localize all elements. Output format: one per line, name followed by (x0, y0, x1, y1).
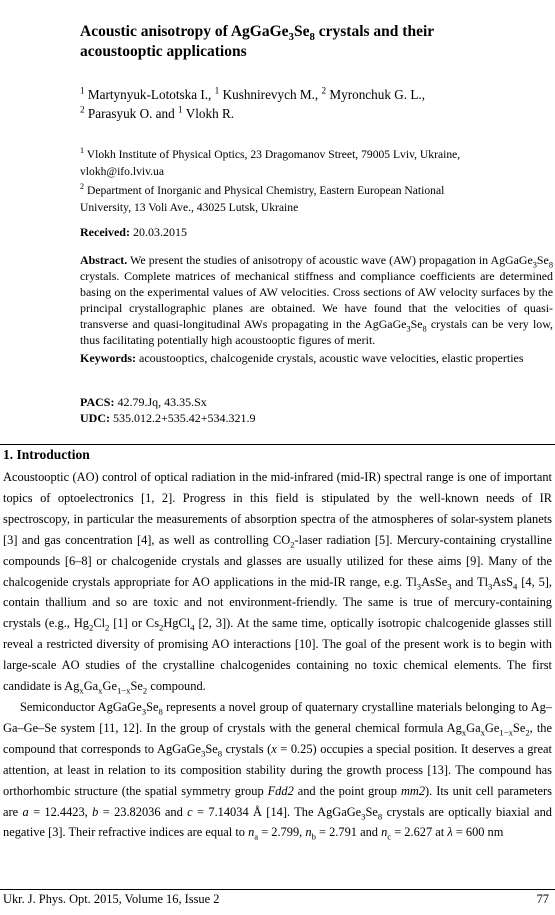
title-subscript: 3 (288, 31, 294, 44)
body-subscript: 8 (377, 810, 383, 821)
paragraph-2 (3, 697, 552, 843)
math-variable: c (187, 804, 193, 819)
body-span: represents a novel group of quaternary crystalline materials belonging to Ag–Ga–Ge–Se system [11, 12]. In the group of crystals with the general chemical formula Ag (3, 699, 553, 735)
body-subscript: 2 (142, 685, 148, 696)
body-subscript: 2 (290, 539, 295, 550)
received-date (80, 224, 540, 240)
body-subscript: 4 (513, 581, 518, 591)
body-subscript: x (480, 727, 485, 738)
body-span: = 2.791 and (315, 825, 382, 840)
body-span: Ge (102, 679, 117, 694)
body-subscript: 3 (141, 706, 147, 717)
abstract-subscript: 8 (548, 260, 553, 270)
affiliation-text: University, 13 Voli Ave., 43025 Lutsk, Ukraine (80, 201, 299, 214)
body-span: = 600 nm (452, 825, 504, 840)
abstract-label: Abstract. (80, 253, 128, 267)
abstract-subscript: 3 (406, 324, 411, 334)
body-span: = 0.25) occupies a special position. It deserves a great attention, at least in relation to its composition stability during the growth process [13]. The compound has orthorhombic structure (the spatial symmetry group (3, 741, 553, 798)
body-subscript: 8 (217, 748, 223, 759)
section-divider (0, 444, 555, 445)
body-span: AsS (492, 574, 514, 589)
section-heading: 1. Introduction (3, 447, 90, 462)
affiliation-text: Department of Inorganic and Physical Chemistry, Eastern European National (84, 184, 445, 197)
abstract-subscript: 8 (422, 324, 427, 334)
udc-value: 535.012.2+535.42+534.321.9 (110, 411, 256, 425)
author-name: Parasyuk O. and (84, 106, 179, 121)
author-name: Martynyuk-Lototska I., (84, 87, 215, 102)
body-span: [2, 3]). At the same time, optically isotropic chalcogenide glasses still reveal a restricted diversity of promising AO interactions [10]. The goal of the present work is to begin with large-scale AO studies of the crystalline chalcogenides containing no toxic chemical elements. The first candidate is Ag (3, 616, 552, 694)
body-span: = 7.14034 Å [14]. The AgGaGe (192, 804, 362, 819)
author-email-link[interactable]: vlokh@ifo.lviv.ua (80, 165, 164, 178)
pacs-value: 42.79.Jq, 43.35.Sx (114, 395, 207, 409)
received-label: Received: (80, 225, 130, 239)
title-text: acoustooptic applications (80, 43, 247, 60)
title-text: Acoustic anisotropy of AgGaGe (80, 23, 289, 40)
body-span: = 12.4423, (28, 804, 93, 819)
classification-codes (80, 394, 540, 426)
body-span: Semiconductor AgGaGe (20, 699, 142, 714)
footer-divider (0, 889, 555, 890)
body-span: and the point group (293, 783, 401, 798)
abstract-text: crystals can be very low, thus facilitating potentially high acoustooptic figures of merit. (80, 317, 553, 347)
body-subscript: 2 (159, 622, 164, 633)
body-span: Se (512, 720, 526, 735)
body-subscript: 8 (158, 706, 163, 717)
pacs-label: PACS: (80, 395, 115, 409)
title-subscript: 8 (309, 31, 315, 44)
body-subscript: x (461, 727, 467, 738)
abstract-text: We present the studies of anisotropy of acoustic wave (AW) propagation in AgGaGe (127, 253, 533, 267)
body-span: compound. (147, 679, 206, 694)
affiliation-mark: 1 (80, 85, 85, 96)
space-group: Fdd2 (267, 783, 294, 798)
math-variable: n (305, 825, 312, 840)
body-span: and Tl (451, 574, 489, 589)
body-subscript: 3 (416, 581, 422, 591)
affiliation-mark: 1 (80, 146, 85, 156)
body-subscript: 3 (201, 748, 206, 759)
math-variable: a (22, 804, 29, 819)
body-subscript: 3 (447, 581, 452, 591)
body-span: Ge (484, 720, 500, 735)
body-subscript: x (79, 685, 84, 696)
body-subscript: 4 (190, 622, 195, 633)
math-variable: n (248, 825, 255, 840)
body-span: Cl (93, 616, 106, 631)
body-span: crystals are optically biaxial and negative [3]. Their refractive indices are equal to (3, 804, 552, 840)
affiliation-text: Vlokh Institute of Physical Optics, 23 Dragomanov Street, 79005 Lviv, Ukraine, (84, 148, 461, 161)
keywords-label: Keywords: (80, 351, 136, 365)
math-subscript: c (387, 831, 392, 842)
author-list (80, 85, 520, 123)
title-text: crystals and their (314, 23, 435, 40)
point-group: mm2 (400, 783, 426, 798)
abstract-subscript: 3 (532, 260, 537, 270)
body-text (3, 467, 552, 843)
abstract (80, 252, 553, 348)
math-subscript: a (254, 831, 259, 842)
body-span: AsSe (421, 574, 448, 589)
body-span: crystals ( (222, 741, 272, 756)
math-variable: x (271, 741, 277, 756)
body-subscript: 3 (488, 581, 493, 591)
body-span: = 2.627 at (391, 825, 448, 840)
udc-label: UDC: (80, 411, 110, 425)
journal-citation: Ukr. J. Phys. Opt. 2015, Volume 16, Issue 2 (3, 892, 220, 906)
body-span: Se (365, 804, 378, 819)
received-value: 20.03.2015 (129, 225, 187, 239)
body-span: -laser radiation [5]. Mercury-containing crystalline compounds [6–8] or chalcogenide crystals and glasses are usually utilized for these aims [9]. Many of the chalcogenide crystals appropriate for AO applications in the mid-IR range, e.g. Tl (3, 532, 552, 589)
body-span: ). Its unit cell parameters are (3, 783, 552, 819)
abstract-text: crystals. Complete matrices of mechanical stiffness and compliance coefficients are determined basing on the experimental values of AW velocities. Cross sections of AW velocity surfaces by the principal crystallographic planes are obtained. We have found that the velocities of quasi-transverse and quasi-longitudinal AWs propagating in the AgGaGe (80, 269, 553, 331)
affiliation-1 (80, 146, 540, 180)
affiliation-mark: 1 (178, 104, 183, 115)
body-span: HgCl (163, 616, 191, 631)
body-subscript: 1−x (116, 685, 131, 696)
body-subscript: 1−x (499, 727, 513, 738)
body-span: [1] or Cs (109, 616, 160, 631)
page-number: 77 (536, 892, 549, 906)
body-span: Ga (466, 720, 481, 735)
body-subscript: 2 (525, 727, 530, 738)
affiliation-mark: 2 (80, 182, 85, 192)
body-span: , the compound that corresponds to AgGaGe (3, 720, 552, 756)
author-name: Kushnirevych M., (219, 87, 322, 102)
math-subscript: b (311, 831, 316, 842)
affiliation-2 (80, 182, 540, 216)
author-name: Myronchuk G. L., (326, 87, 426, 102)
affiliation-mark: 1 (214, 85, 220, 96)
body-span: Se (146, 699, 159, 714)
affiliation-mark: 2 (80, 104, 85, 115)
math-variable: b (92, 804, 99, 819)
title-text: Se (293, 23, 310, 40)
body-span: Ga (83, 679, 99, 694)
body-span: Se (130, 679, 143, 694)
body-span: Se (205, 741, 218, 756)
body-span: [4, 5], contain thallium and so are toxic and not environment-friendly. The same is true of mercury-containing crystals (e.g., Hg (3, 574, 552, 631)
abstract-text: Se (536, 253, 549, 267)
keywords-text: acoustooptics, chalcogenide crystals, acoustic wave velocities, elastic properties (136, 351, 524, 365)
keywords (80, 350, 540, 366)
author-name: Vlokh R. (182, 106, 235, 121)
body-span: = 23.82036 and (98, 804, 188, 819)
math-variable: λ (447, 825, 453, 840)
body-span: Acoustooptic (AO) control of optical radiation in the mid-infrared (mid-IR) spectral range is one of important topics of optoelectronics [1, 2]. Progress in this field is stipulated by the well-known needs of IR spectroscopy, in particular the measurements of absorption spectra of the atmospheres of solar-system planets [3] and gas concentration [4], as well as controlling CO (3, 470, 552, 547)
body-subscript: 2 (88, 622, 94, 633)
paragraph-1 (3, 467, 552, 697)
paper-title (80, 22, 500, 62)
body-subscript: 2 (105, 622, 110, 633)
abstract-text: Se (410, 317, 423, 331)
body-span: = 2.799, (258, 825, 306, 840)
body-subscript: 3 (361, 810, 366, 821)
body-subscript: x (98, 685, 103, 696)
affiliations (80, 146, 540, 216)
math-variable: n (381, 825, 388, 840)
affiliation-mark: 2 (321, 85, 327, 96)
